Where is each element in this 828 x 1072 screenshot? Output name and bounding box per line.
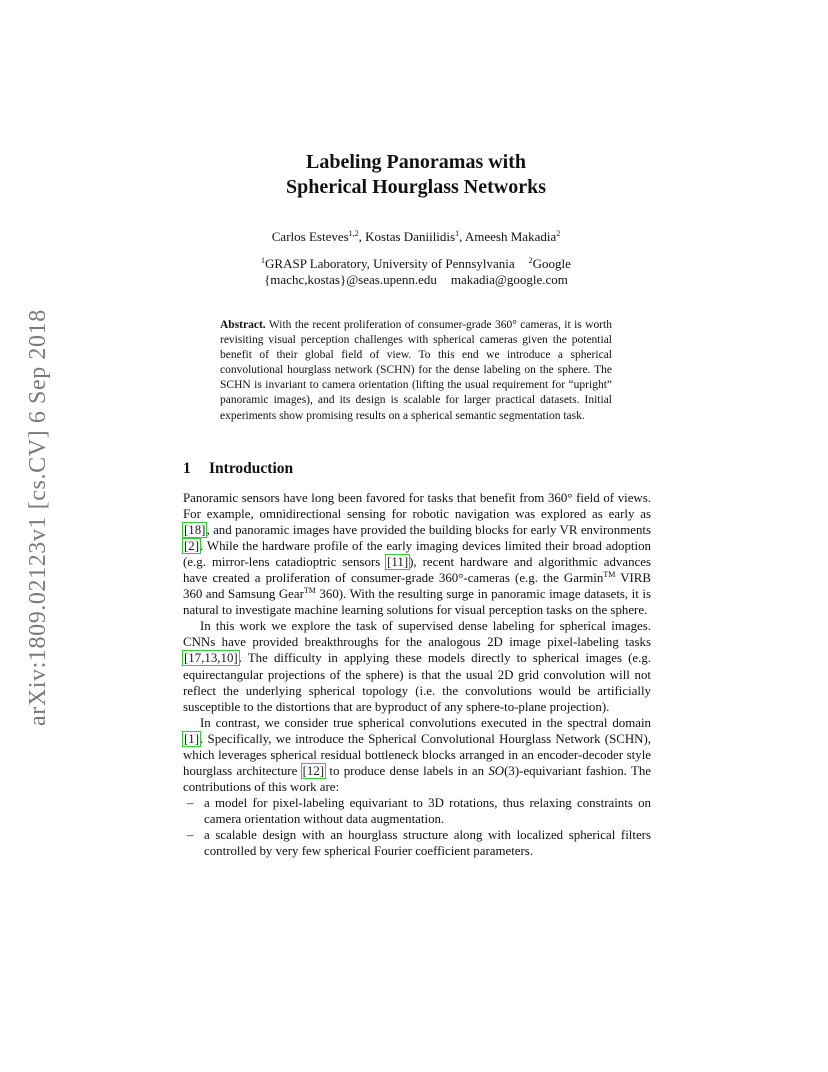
text-run: 360). With the resulting surge in panoramic image datasets, it is natural to investigate machine learning solutions for visual perception tasks on the sphere. [183,587,651,618]
citation-link[interactable]: [2] [184,539,200,554]
abstract [220,318,612,424]
citation-link[interactable]: [11] [387,555,409,570]
text-run: VIRB 360 and Samsung Gear [183,571,651,602]
text-run: . Specifically, we introduce the Spherical Convolutional Hourglass Network (SCHN), which leverages spherical residual bottleneck blocks arranged in an encoder-decoder style hourglass architecture [183,731,651,778]
citation-link[interactable]: [18] [184,523,206,538]
affiliations [180,256,652,288]
citation-link[interactable]: [17,13,10] [184,651,238,666]
affiliation-mark: 1 [261,256,266,265]
text-run: . While the hardware profile of the early imaging devices limited their broad adoption (e.g. mirror-lens catadioptric sensors [183,539,651,570]
affiliation-google: Google [532,256,571,271]
text-run: , and panoramic images have provided the building blocks for early VR environments [206,523,651,538]
citation-link[interactable]: [1] [184,731,200,746]
text-run: In contrast, we consider true spherical convolutions executed in the spectral domain [200,715,651,730]
math-symbol: SO [488,763,505,778]
author-name: Carlos Esteves [271,229,349,244]
text-run: Panoramic sensors have long been favored for tasks that benefit from 360° field of views. For example, omnidirectional sensing for robotic navigation was explored as early as [183,491,651,522]
email-google: makadia@google.com [450,272,568,287]
body-text [183,490,651,859]
section-heading [183,460,293,478]
title-line-1: Labeling Panoramas with [305,151,527,173]
author-affiliation-mark: 1,2 [348,229,359,238]
arxiv-identifier-stamp: arXiv:1809.02123v1 [cs.CV] 6 Sep 2018 [25,309,51,727]
email-line [180,272,652,288]
contribution-item: – a model for pixel-labeling equivariant to 3D rotations, thus relaxing constraints on camera orientation without data augmentation. [183,795,651,827]
text-run: In this work we explore the task of supervised dense labeling for spherical images. CNNs have provided breakthroughs for the analogous 2D image pixel-labeling tasks [183,619,651,650]
affiliation-mark: 2 [528,256,533,265]
section-number: 1 [183,460,191,477]
author-name: Kostas Daniilidis [365,229,456,244]
contributions-list [183,795,651,859]
paragraph-2 [183,618,651,714]
citation-link[interactable]: [12] [302,763,325,778]
paper-title [180,150,652,200]
text-run: to produce dense labels in an [325,763,489,778]
author-list: Carlos Esteves$^{1,2}$, Kostas Daniilidis$^1$, Ameesh Makadia$^2$ [271,229,561,244]
abstract-label: Abstract. [220,319,266,331]
author-affiliation-mark: 1 [455,229,460,238]
paragraph-3 [183,715,651,795]
trademark-mark: TM [603,570,616,580]
author-affiliation-mark: 2 [556,229,561,238]
text-run: . The difficulty in applying these models directly to spherical images (e.g. equirectangular projections of the sphere) is that the usual 2D grid convolution will not reflect the underlying spherical topology (i.e. the convolutions would be artificially susceptible to the distortions that are byproduct of any sphere-to-plane projection). [183,651,651,714]
text-run: ), recent hardware and algorithmic advances have created a proliferation of consumer-grade 360°-cameras (e.g. the Garmin [183,555,651,586]
affiliation-grasp: GRASP Laboratory, University of Pennsylvania [265,256,515,271]
paragraph-1 [183,490,651,618]
abstract-text: With the recent proliferation of consumer-grade 360° cameras, it is worth revisiting visual perception challenges with spherical cameras given the potential benefit of their global field of view. To this end we introduce a spherical convolutional hourglass network (SCHN) for the dense labeling on the sphere. The SCHN is invariant to camera orientation (lifting the usual requirement for “upright” panoramic images), and its design is scalable for larger practical datasets. Initial experiments show promising results on a spherical semantic segmentation task. [220,319,612,422]
affiliation-line [180,256,652,272]
text-run: (3)-equivariant fashion. The contributions of this work are: [183,763,652,794]
contribution-item: – a scalable design with an hourglass structure along with localized spherical filters controlled by very few spherical Fourier coefficient parameters. [183,827,651,859]
trademark-mark: TM [303,586,316,596]
title-line-2: Spherical Hourglass Networks [286,176,546,198]
email-upenn: {machc,kostas}@seas.upenn.edu [264,272,437,287]
section-title: Introduction [209,460,294,477]
author-name: Ameesh Makadia [464,229,557,244]
